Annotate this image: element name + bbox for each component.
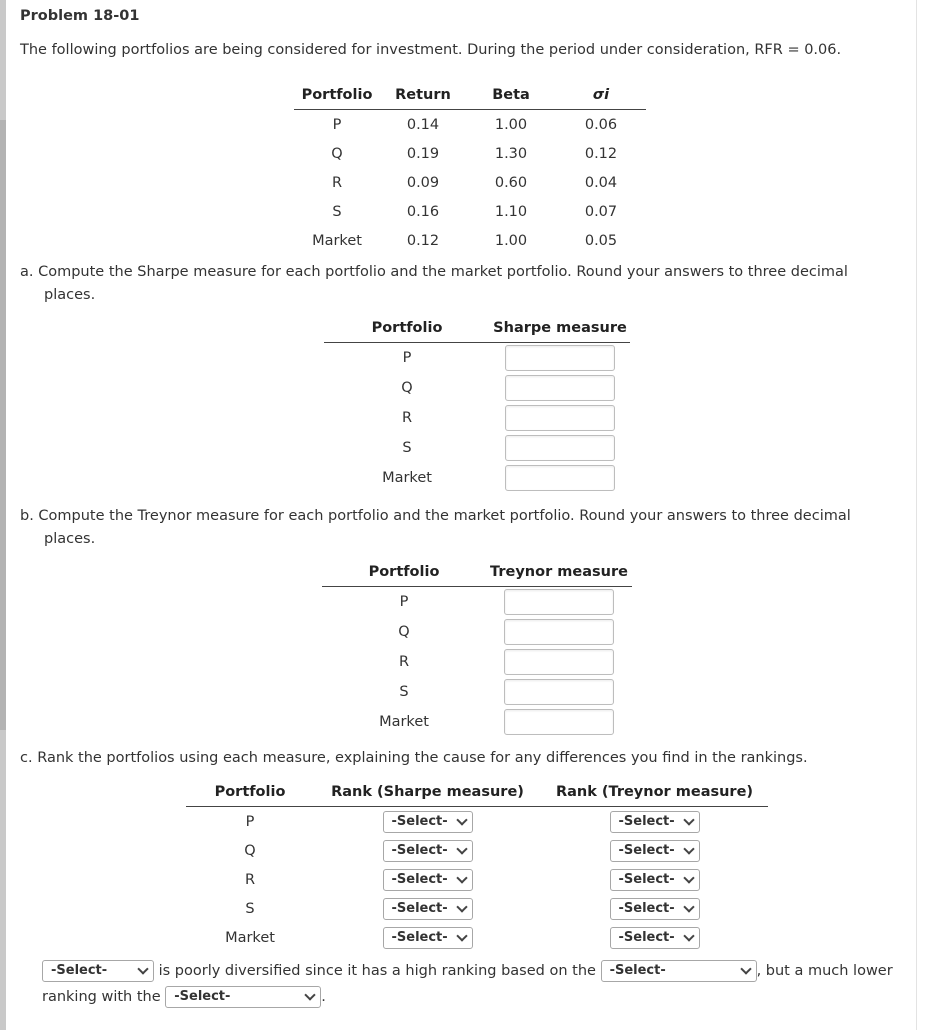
row-portfolio: Market bbox=[312, 232, 362, 249]
sentence-end: . bbox=[321, 989, 326, 1005]
treynor-input-r[interactable] bbox=[504, 649, 614, 675]
table-row bbox=[322, 617, 632, 647]
row-sigma: 0.05 bbox=[584, 232, 618, 249]
chevron-down-icon bbox=[740, 963, 751, 974]
row-portfolio: S bbox=[399, 684, 409, 700]
page-scrollbar[interactable] bbox=[0, 0, 6, 1030]
treynor-input-p[interactable] bbox=[504, 589, 614, 615]
header-beta: Beta bbox=[466, 81, 556, 110]
row-beta: 1.30 bbox=[494, 145, 528, 162]
row-portfolio: P bbox=[399, 594, 409, 610]
row-beta: 1.10 bbox=[494, 203, 528, 220]
row-return: 0.14 bbox=[406, 116, 440, 133]
sharpe-input-q[interactable] bbox=[505, 375, 615, 401]
chevron-down-icon bbox=[456, 872, 467, 883]
row-return: 0.16 bbox=[406, 203, 440, 220]
row-portfolio: Q bbox=[398, 624, 410, 640]
table-row bbox=[186, 865, 768, 894]
sharpe-rank-select-r[interactable]: -Select- bbox=[383, 869, 473, 891]
sharpe-input-p[interactable] bbox=[505, 345, 615, 371]
row-beta: 0.60 bbox=[494, 174, 528, 191]
header-sigma: σi bbox=[556, 81, 646, 110]
scrollbar-thumb[interactable] bbox=[0, 120, 6, 730]
table-row bbox=[324, 433, 630, 463]
table-row bbox=[294, 197, 646, 226]
row-portfolio: R bbox=[331, 174, 343, 191]
problem-intro: The following portfolios are being considered for investment. During the period under consideration, RFR = 0.06. bbox=[20, 42, 842, 58]
row-portfolio: P bbox=[402, 350, 412, 366]
row-portfolio: R bbox=[244, 871, 256, 888]
data-table-header bbox=[294, 81, 646, 110]
chevron-down-icon bbox=[683, 872, 694, 883]
table-row bbox=[186, 894, 768, 923]
rank-header-sharpe: Rank (Sharpe measure) bbox=[314, 778, 541, 807]
row-portfolio: Market bbox=[379, 714, 429, 730]
low-ranking-measure-select[interactable]: -Select- bbox=[165, 986, 321, 1008]
row-return: 0.19 bbox=[406, 145, 440, 162]
chevron-down-icon bbox=[683, 901, 694, 912]
problem-title: Problem 18-01 bbox=[20, 8, 140, 24]
chevron-down-icon bbox=[456, 930, 467, 941]
portfolio-data-table bbox=[294, 81, 646, 255]
explanation-sentence bbox=[42, 958, 902, 1010]
treynor-input-q[interactable] bbox=[504, 619, 614, 645]
row-portfolio: Q bbox=[244, 842, 256, 859]
header-portfolio: Portfolio bbox=[294, 81, 380, 110]
part-b-question: b. Compute the Treynor measure for each portfolio and the market portfolio. Round your answers to three decimal places. bbox=[20, 508, 851, 547]
table-row bbox=[294, 110, 646, 140]
chevron-down-icon bbox=[456, 843, 467, 854]
chevron-down-icon bbox=[683, 930, 694, 941]
chevron-down-icon bbox=[456, 901, 467, 912]
chevron-down-icon bbox=[305, 989, 316, 1000]
row-portfolio: S bbox=[402, 440, 412, 456]
sharpe-rank-select-q[interactable]: -Select- bbox=[383, 840, 473, 862]
rank-table bbox=[186, 778, 768, 952]
row-portfolio: Q bbox=[331, 145, 343, 162]
sharpe-header-measure: Sharpe measure bbox=[490, 314, 630, 343]
treynor-rank-select-r[interactable]: -Select- bbox=[610, 869, 700, 891]
row-portfolio: R bbox=[398, 654, 410, 670]
sharpe-input-s[interactable] bbox=[505, 435, 615, 461]
table-row bbox=[186, 836, 768, 865]
treynor-input-s[interactable] bbox=[504, 679, 614, 705]
row-portfolio: Market bbox=[382, 470, 432, 486]
rank-header-portfolio: Portfolio bbox=[186, 778, 314, 807]
row-sigma: 0.12 bbox=[584, 145, 618, 162]
table-row bbox=[324, 463, 630, 493]
treynor-header-portfolio: Portfolio bbox=[322, 558, 486, 587]
row-return: 0.09 bbox=[406, 174, 440, 191]
chevron-down-icon bbox=[683, 814, 694, 825]
row-sigma: 0.07 bbox=[584, 203, 618, 220]
row-portfolio: Q bbox=[401, 380, 413, 396]
sharpe-rank-select-s[interactable]: -Select- bbox=[383, 898, 473, 920]
row-sigma: 0.06 bbox=[584, 116, 618, 133]
sharpe-input-market[interactable] bbox=[505, 465, 615, 491]
sharpe-input-r[interactable] bbox=[505, 405, 615, 431]
poorly-diversified-portfolio-select[interactable]: -Select- bbox=[42, 960, 154, 982]
sharpe-rank-select-p[interactable]: -Select- bbox=[383, 811, 473, 833]
table-row bbox=[322, 647, 632, 677]
sharpe-header-portfolio: Portfolio bbox=[324, 314, 490, 343]
row-portfolio: S bbox=[332, 203, 342, 220]
treynor-input-market[interactable] bbox=[504, 709, 614, 735]
sharpe-table bbox=[324, 314, 630, 493]
sentence-text-2: , but a much lower ranking with the bbox=[42, 963, 893, 1005]
part-a-question: a. Compute the Sharpe measure for each portfolio and the market portfolio. Round your answers to three decimal places. bbox=[20, 264, 848, 303]
table-row bbox=[324, 343, 630, 374]
part-c-question: c. Rank the portfolios using each measure, explaining the cause for any differences you find in the rankings. bbox=[20, 750, 808, 766]
table-row bbox=[324, 403, 630, 433]
table-row bbox=[322, 677, 632, 707]
treynor-rank-select-s[interactable]: -Select- bbox=[610, 898, 700, 920]
rank-header-treynor: Rank (Treynor measure) bbox=[541, 778, 768, 807]
treynor-header-measure: Treynor measure bbox=[486, 558, 632, 587]
row-portfolio: S bbox=[245, 900, 255, 917]
table-row bbox=[186, 923, 768, 952]
row-portfolio: R bbox=[401, 410, 413, 426]
header-return: Return bbox=[380, 81, 466, 110]
sentence-text-1: is poorly diversified since it has a high ranking based on the bbox=[158, 963, 596, 979]
chevron-down-icon bbox=[456, 814, 467, 825]
row-return: 0.12 bbox=[406, 232, 440, 249]
table-row bbox=[294, 139, 646, 168]
table-row bbox=[324, 373, 630, 403]
high-ranking-measure-select[interactable]: -Select- bbox=[601, 960, 757, 982]
table-row bbox=[186, 807, 768, 837]
row-portfolio: P bbox=[332, 116, 342, 133]
treynor-table bbox=[322, 558, 632, 737]
row-portfolio: P bbox=[245, 813, 255, 830]
sharpe-rank-select-market[interactable]: -Select- bbox=[383, 927, 473, 949]
table-row bbox=[322, 587, 632, 618]
treynor-rank-select-p[interactable]: -Select- bbox=[610, 811, 700, 833]
chevron-down-icon bbox=[683, 843, 694, 854]
table-row bbox=[294, 168, 646, 197]
table-row bbox=[322, 707, 632, 737]
treynor-rank-select-market[interactable]: -Select- bbox=[610, 927, 700, 949]
row-portfolio: Market bbox=[225, 929, 275, 946]
treynor-rank-select-q[interactable]: -Select- bbox=[610, 840, 700, 862]
chevron-down-icon bbox=[137, 963, 148, 974]
table-row bbox=[294, 226, 646, 255]
row-sigma: 0.04 bbox=[584, 174, 618, 191]
row-beta: 1.00 bbox=[494, 116, 528, 133]
row-beta: 1.00 bbox=[494, 232, 528, 249]
